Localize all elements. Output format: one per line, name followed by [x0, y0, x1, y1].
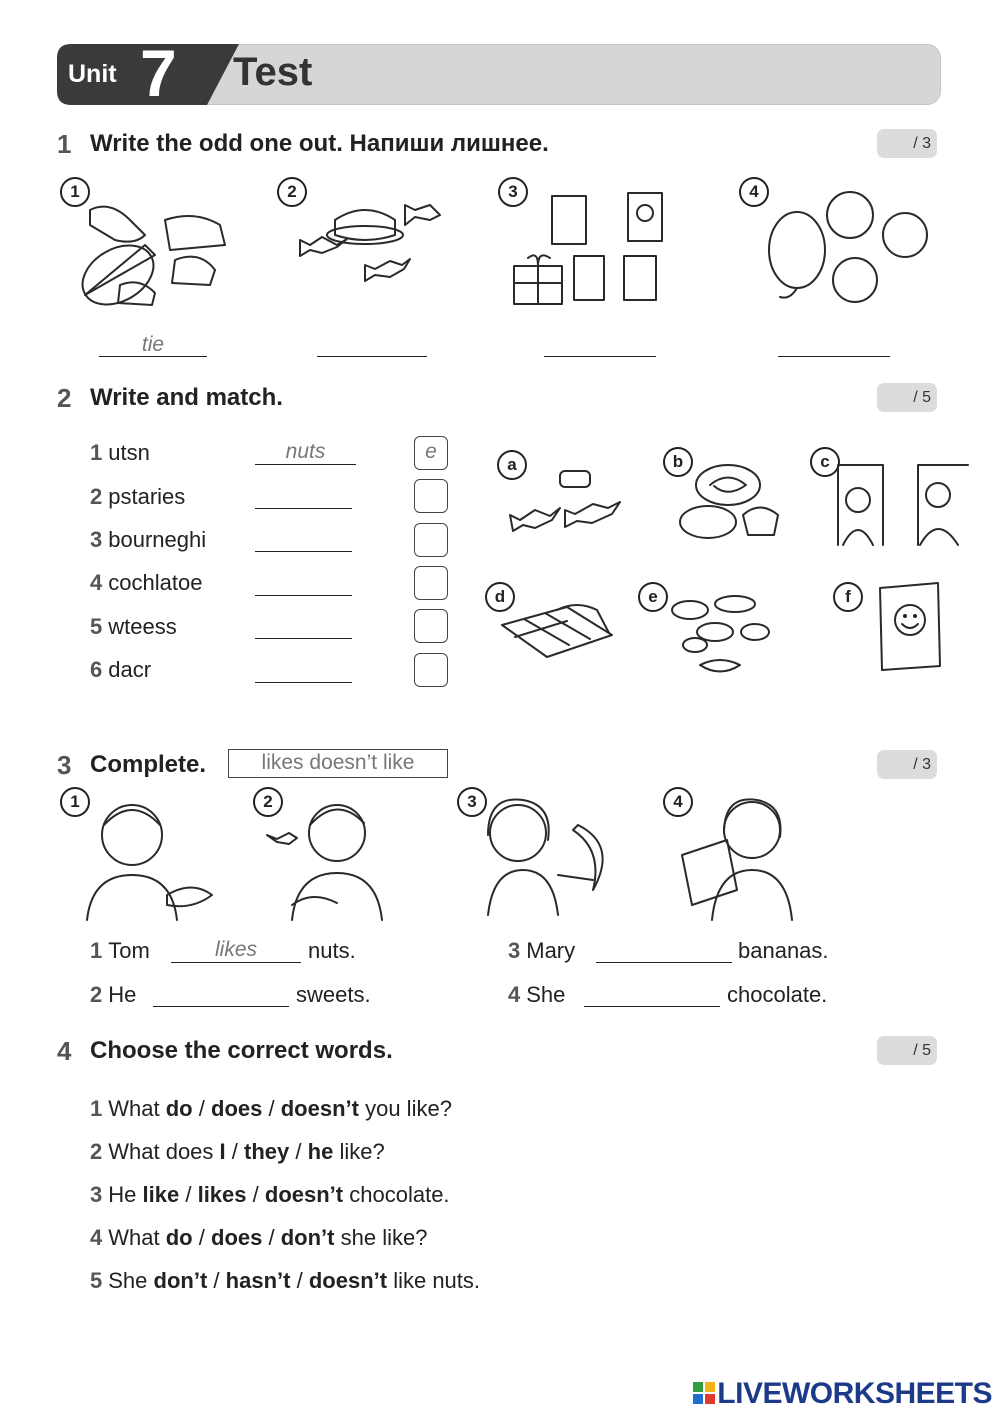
s3-after-1: nuts. — [308, 938, 356, 963]
option[interactable]: they — [244, 1139, 290, 1164]
section2-number: 2 — [57, 383, 72, 413]
s3-line-1[interactable] — [171, 962, 301, 963]
section1-number: 1 — [57, 129, 72, 159]
section3-number: 3 — [57, 750, 72, 780]
s4-item-5: 5 She don’t / hasn’t / doesn’t like nuts. — [90, 1268, 481, 1293]
option[interactable]: does — [211, 1225, 263, 1250]
option[interactable]: he — [307, 1139, 334, 1164]
s2-line-4[interactable] — [255, 595, 352, 596]
section4-number: 4 — [57, 1036, 72, 1066]
s3-after-4: chocolate. — [727, 982, 828, 1007]
option[interactable]: hasn’t — [225, 1268, 291, 1293]
s2-item: 3 bourneghi — [90, 527, 207, 552]
s1-answer-line-4[interactable] — [778, 356, 890, 357]
s3-line-4[interactable] — [584, 1006, 720, 1007]
s4-item-1: 1 What do / does / doesn’t you like? — [90, 1096, 452, 1121]
s1-item-label: 4 — [739, 177, 769, 207]
option[interactable]: like — [142, 1182, 180, 1207]
pastries-icon — [678, 460, 788, 545]
boy-nuts-icon — [82, 795, 222, 920]
section4-title: Choose the correct words. — [90, 1037, 393, 1064]
s3-sentence-3: 3 Mary — [508, 938, 576, 963]
s4-item-4: 4 What do / does / don’t she like? — [90, 1225, 428, 1250]
s3-sentence-4: 4 She — [508, 982, 566, 1007]
cards-present-icon — [510, 188, 675, 313]
s2-line-3[interactable] — [255, 551, 352, 552]
s2-item: 1 utsn — [90, 440, 150, 465]
card-smiley-icon — [872, 578, 944, 673]
section2-score: / 5 — [877, 383, 937, 412]
option[interactable]: doesn’t — [264, 1182, 344, 1207]
s3-line-2[interactable] — [153, 1006, 289, 1007]
s2-answer-1[interactable]: nuts — [285, 440, 326, 463]
word-box: likes doesn’t like — [228, 749, 448, 778]
s4-item-3: 3 He like / likes / doesn’t chocolate. — [90, 1182, 450, 1207]
option[interactable]: do — [165, 1225, 193, 1250]
unit-number: 7 — [140, 36, 177, 110]
s2-picture-label: a — [497, 450, 527, 480]
option[interactable]: does — [211, 1096, 263, 1121]
s1-answer-line-2[interactable] — [317, 356, 427, 357]
liveworksheets-logo-icon — [693, 1382, 715, 1404]
s2-item: 5 wteess — [90, 614, 177, 639]
s2-item: 6 dacr — [90, 657, 152, 682]
s1-item-label: 3 — [498, 177, 528, 207]
s2-item: 2 pstaries — [90, 484, 186, 509]
liveworksheets-brand: LIVEWORKSHEETS — [693, 1377, 992, 1411]
s2-item: 4 cochlatoe — [90, 570, 203, 595]
page-title: Test — [233, 50, 313, 94]
chocolate-icon — [497, 595, 617, 665]
girl-banana-icon — [478, 795, 628, 915]
s3-answer-1[interactable]: likes — [214, 938, 257, 961]
nuts-icon — [665, 590, 775, 680]
s2-match-box-5[interactable] — [414, 609, 448, 643]
s2-line-1[interactable] — [255, 464, 356, 465]
section3-title: Complete. — [90, 751, 207, 778]
s2-picture-label: f — [833, 582, 863, 612]
s2-match-box-4[interactable] — [414, 566, 448, 600]
option[interactable]: doesn’t — [308, 1268, 388, 1293]
section4-score: / 5 — [877, 1036, 937, 1065]
s1-item-label: 2 — [277, 177, 307, 207]
s1-answer-1[interactable]: tie — [141, 333, 165, 356]
option[interactable]: I — [219, 1139, 226, 1164]
clothes-shoes-icon — [60, 195, 235, 320]
option[interactable]: don’t — [280, 1225, 335, 1250]
s3-sentence-1: 1 Tom — [90, 938, 150, 963]
section2-title: Write and match. — [90, 384, 283, 411]
option[interactable]: don’t — [153, 1268, 208, 1293]
s3-after-2: sweets. — [296, 982, 371, 1007]
s2-match-box-2[interactable] — [414, 479, 448, 513]
section1-score: / 3 — [877, 129, 937, 158]
s2-picture-label: c — [810, 447, 840, 477]
s3-sentence-2: 2 He — [90, 982, 137, 1007]
option[interactable]: likes — [197, 1182, 247, 1207]
s3-after-3: bananas. — [738, 938, 829, 963]
s2-picture-label: d — [485, 582, 515, 612]
s3-picture-label: 4 — [663, 787, 693, 817]
option[interactable]: do — [165, 1096, 193, 1121]
s3-picture-label: 3 — [457, 787, 487, 817]
s2-line-2[interactable] — [255, 508, 352, 509]
girl-chocolate-icon — [672, 795, 802, 920]
s4-item-2: 2 What does I / they / he like? — [90, 1139, 385, 1164]
s3-picture-label: 2 — [253, 787, 283, 817]
boy-sweets-icon — [262, 795, 387, 920]
sweets-icon — [505, 465, 630, 540]
s2-line-5[interactable] — [255, 638, 352, 639]
option[interactable]: doesn’t — [280, 1096, 359, 1121]
s2-match-box-3[interactable] — [414, 523, 448, 557]
s2-match-box-6[interactable] — [414, 653, 448, 687]
s2-picture-label: e — [638, 582, 668, 612]
balloon-balls-icon — [760, 185, 940, 315]
s2-picture-label: b — [663, 447, 693, 477]
s3-picture-label: 1 — [60, 787, 90, 817]
s3-line-3[interactable] — [596, 962, 732, 963]
section1-title: Write the odd one out. Напиши лишнее. — [90, 130, 549, 157]
s1-answer-line-3[interactable] — [544, 356, 656, 357]
neighbours-icon — [828, 455, 973, 550]
cake-sweets-icon — [290, 195, 455, 295]
unit-label: Unit — [68, 60, 117, 88]
section3-score: / 3 — [877, 750, 937, 779]
s2-match-box-1[interactable]: e — [414, 436, 448, 470]
s1-item-label: 1 — [60, 177, 90, 207]
s2-line-6[interactable] — [255, 682, 352, 683]
